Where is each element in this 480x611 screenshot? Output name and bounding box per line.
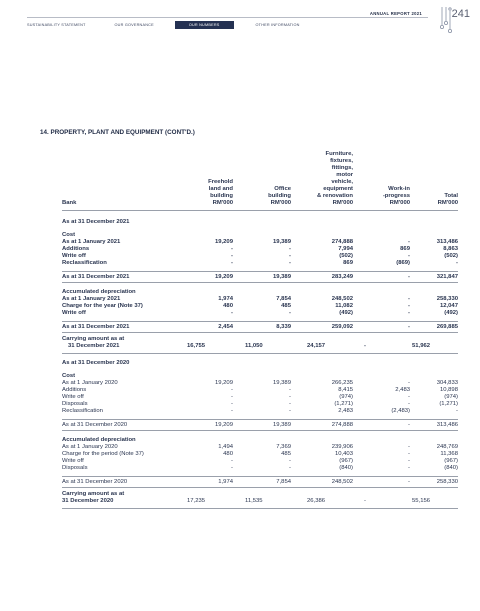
cell-value: 19,209 (214, 422, 233, 428)
table-row (62, 253, 458, 260)
row-label: As at 1 January 2020 (62, 444, 118, 450)
cell-value: - (231, 394, 233, 400)
cell-value: 259,092 (331, 324, 353, 330)
carrying-amount-2021: Carrying amount as at 31 December 2021 16,755 11,050 24,157 - 51,962 (62, 336, 431, 349)
row-label: As at 31 December 2021 (62, 274, 130, 280)
cell-value: 7,854 (276, 296, 291, 302)
cell-value: - (289, 401, 291, 407)
cell-value: 8,339 (276, 324, 291, 330)
cell-value: - (231, 408, 233, 414)
col-header-office: Office building RM'000 (268, 186, 291, 206)
row-label: Additions (62, 246, 90, 252)
cell-value: - (231, 387, 233, 393)
table-row (62, 394, 458, 401)
table-row (62, 296, 458, 303)
cell-value: (492) (339, 310, 353, 316)
year-heading-2021: As at 31 December 2021 (62, 219, 130, 225)
top-nav (27, 20, 329, 30)
row-label: As at 31 December 2021 (62, 324, 130, 330)
cost-total-2020 (62, 420, 458, 430)
report-title: ANNUAL REPORT 2021 (369, 11, 422, 16)
cell-value: - (408, 253, 410, 259)
cell-value: 8,415 (338, 387, 353, 393)
cell-value: 19,209 (214, 239, 233, 245)
cell-value: 274,888 (331, 239, 353, 245)
cell-value: 258,330 (436, 296, 458, 302)
row-label: Reclassification (62, 260, 107, 266)
row-label: Disposals (62, 401, 88, 407)
nav-item-other-information[interactable]: OTHER INFORMATION (255, 23, 300, 27)
col-header-total: Total RM'000 (437, 193, 458, 206)
cell-value: (2,483) (391, 408, 410, 414)
table-row (62, 451, 458, 458)
dep-total-2020 (62, 477, 458, 487)
row-label: Write off (62, 394, 84, 400)
cell-value: (492) (444, 310, 458, 316)
row-label: Write off (62, 458, 84, 464)
cell-value: (840) (339, 465, 353, 471)
cell-value: 480 (223, 451, 233, 457)
entity-label: Bank (62, 200, 77, 206)
cell-value: (502) (444, 253, 458, 259)
cell-value: (967) (444, 458, 458, 464)
cell-value: - (408, 324, 410, 330)
cell-value: - (289, 260, 291, 266)
cell-value: - (289, 387, 291, 393)
cell-value: - (289, 253, 291, 259)
cell-value: (967) (339, 458, 353, 464)
cell-value: - (456, 408, 458, 414)
cell-value: 8,863 (443, 246, 458, 252)
table-row (62, 310, 458, 317)
row-label: Write off (62, 310, 86, 316)
table-row (62, 408, 458, 415)
cell-value: - (231, 246, 233, 252)
cell-value: - (231, 253, 233, 259)
row-label: As at 31 December 2020 (62, 479, 128, 485)
row-label: Additions (62, 387, 87, 393)
cell-value: 12,047 (439, 303, 458, 309)
table-row (62, 458, 458, 465)
cell-value: 304,833 (436, 380, 458, 386)
cell-value: 19,389 (272, 422, 291, 428)
cell-value: 1,974 (218, 479, 233, 485)
cell-value: 313,486 (436, 422, 458, 428)
cell-value: 11,082 (335, 303, 353, 309)
cell-value: (1,271) (439, 401, 458, 407)
cell-value: 7,994 (338, 246, 353, 252)
cell-value: (502) (339, 253, 353, 259)
cell-value: 485 (281, 303, 291, 309)
cost-heading-2021: Cost (62, 232, 76, 238)
row-label: Reclassification (62, 408, 103, 414)
year-heading-2020: As at 31 December 2020 (62, 360, 130, 366)
table-row (62, 444, 458, 451)
divider (62, 508, 458, 509)
header-rule (27, 17, 428, 18)
section-title: 14. PROPERTY, PLANT AND EQUIPMENT (CONT'D.) (40, 129, 195, 136)
cell-value: - (408, 458, 410, 464)
ppe-table (62, 145, 458, 509)
cell-value: - (289, 465, 291, 471)
nav-item-governance[interactable]: OUR GOVERNANCE (114, 23, 154, 27)
cell-value: 869 (343, 260, 353, 266)
cell-value: - (408, 479, 410, 485)
page-number: 241 (451, 8, 470, 20)
cell-value: 269,885 (436, 324, 458, 330)
cell-value: - (408, 239, 410, 245)
row-label: Charge for the period (Note 37) (62, 451, 144, 457)
cell-value: 10,403 (334, 451, 353, 457)
cell-value: 248,502 (331, 479, 353, 485)
cell-value: 283,249 (331, 274, 353, 280)
cell-value: 1,494 (218, 444, 233, 450)
cell-value: 1,974 (218, 296, 233, 302)
cell-value: 11,368 (440, 451, 458, 457)
dep-total-2021 (62, 322, 458, 332)
cell-value: - (231, 465, 233, 471)
cell-value: 248,769 (436, 444, 458, 450)
cell-value: 258,330 (436, 479, 458, 485)
cell-value: - (231, 458, 233, 464)
row-label: As at 1 January 2020 (62, 380, 118, 386)
row-label: As at 31 December 2020 (62, 422, 128, 428)
dep-heading-2021: Accumulated depreciation (62, 289, 136, 295)
cell-value: - (408, 310, 410, 316)
dep-heading-2020: Accumulated depreciation (62, 437, 136, 443)
table-row (62, 260, 458, 267)
nav-item-sustainability[interactable]: SUSTAINABILITY STATEMENT (27, 23, 86, 27)
table-row (62, 303, 458, 310)
cell-value: - (289, 458, 291, 464)
table-row (62, 246, 458, 253)
cell-value: - (408, 401, 410, 407)
cell-value: - (408, 465, 410, 471)
cell-value: (1,271) (334, 401, 353, 407)
cell-value: 10,898 (439, 387, 458, 393)
cell-value: 485 (281, 451, 291, 457)
cell-value: - (289, 394, 291, 400)
cell-value: - (408, 296, 410, 302)
row-label: Disposals (62, 465, 88, 471)
cell-value: (840) (444, 465, 458, 471)
cell-value: 274,888 (331, 422, 353, 428)
col-header-furniture: Furniture, fixtures, fittings, motor vehicle, equipment & renovation RM'000 (316, 151, 353, 206)
cost-heading-2020: Cost (62, 373, 76, 379)
cell-value: 7,854 (276, 479, 291, 485)
cell-value: 869 (400, 246, 410, 252)
table-header (62, 145, 458, 207)
cell-value: - (456, 260, 458, 266)
cell-value: - (408, 380, 410, 386)
row-label: Charge for the year (Note 37) (62, 303, 143, 309)
cell-value: - (408, 451, 410, 457)
cell-value: - (231, 260, 233, 266)
cell-value: 2,454 (218, 324, 233, 330)
cell-value: 313,486 (436, 239, 458, 245)
row-label: Write off (62, 253, 86, 259)
cost-total-2021 (62, 272, 458, 282)
cell-value: - (408, 444, 410, 450)
cell-value: 239,906 (331, 444, 353, 450)
cell-value: 321,847 (436, 274, 458, 280)
cell-value: 19,389 (272, 380, 291, 386)
cell-value: (974) (339, 394, 353, 400)
cell-value: - (289, 310, 291, 316)
table-row (62, 239, 458, 246)
cell-value: 19,209 (214, 380, 233, 386)
table-row (62, 387, 458, 394)
cell-value: - (408, 394, 410, 400)
cell-value: 7,369 (276, 444, 291, 450)
cell-value: - (289, 246, 291, 252)
cell-value: 248,502 (331, 296, 353, 302)
cell-value: 19,209 (214, 274, 233, 280)
cell-value: 480 (223, 303, 233, 309)
cell-value: - (408, 422, 410, 428)
cell-value: 266,235 (331, 380, 353, 386)
row-label: As at 1 January 2021 (62, 296, 121, 302)
cell-value: 19,389 (272, 274, 291, 280)
table-row (62, 380, 458, 387)
cell-value: - (231, 401, 233, 407)
cell-value: 2,483 (395, 387, 410, 393)
carrying-amount-2020: Carrying amount as at 31 December 2020 17,235 11,535 26,386 - 55,156 (62, 491, 431, 504)
cell-value: - (408, 303, 410, 309)
col-header-wip: Work-in -progress RM'000 (382, 186, 410, 206)
row-label: As at 1 January 2021 (62, 239, 121, 245)
table-row (62, 401, 458, 408)
cell-value: 19,389 (272, 239, 291, 245)
cell-value: - (289, 408, 291, 414)
cell-value: - (408, 274, 410, 280)
table-row (62, 465, 458, 472)
nav-item-our-numbers[interactable]: OUR NUMBERS (175, 21, 234, 29)
cell-value: - (231, 310, 233, 316)
cell-value: (869) (396, 260, 410, 266)
col-header-freehold: Freehold land and building RM'000 (208, 179, 233, 206)
cell-value: 2,483 (338, 408, 353, 414)
cell-value: (974) (444, 394, 458, 400)
